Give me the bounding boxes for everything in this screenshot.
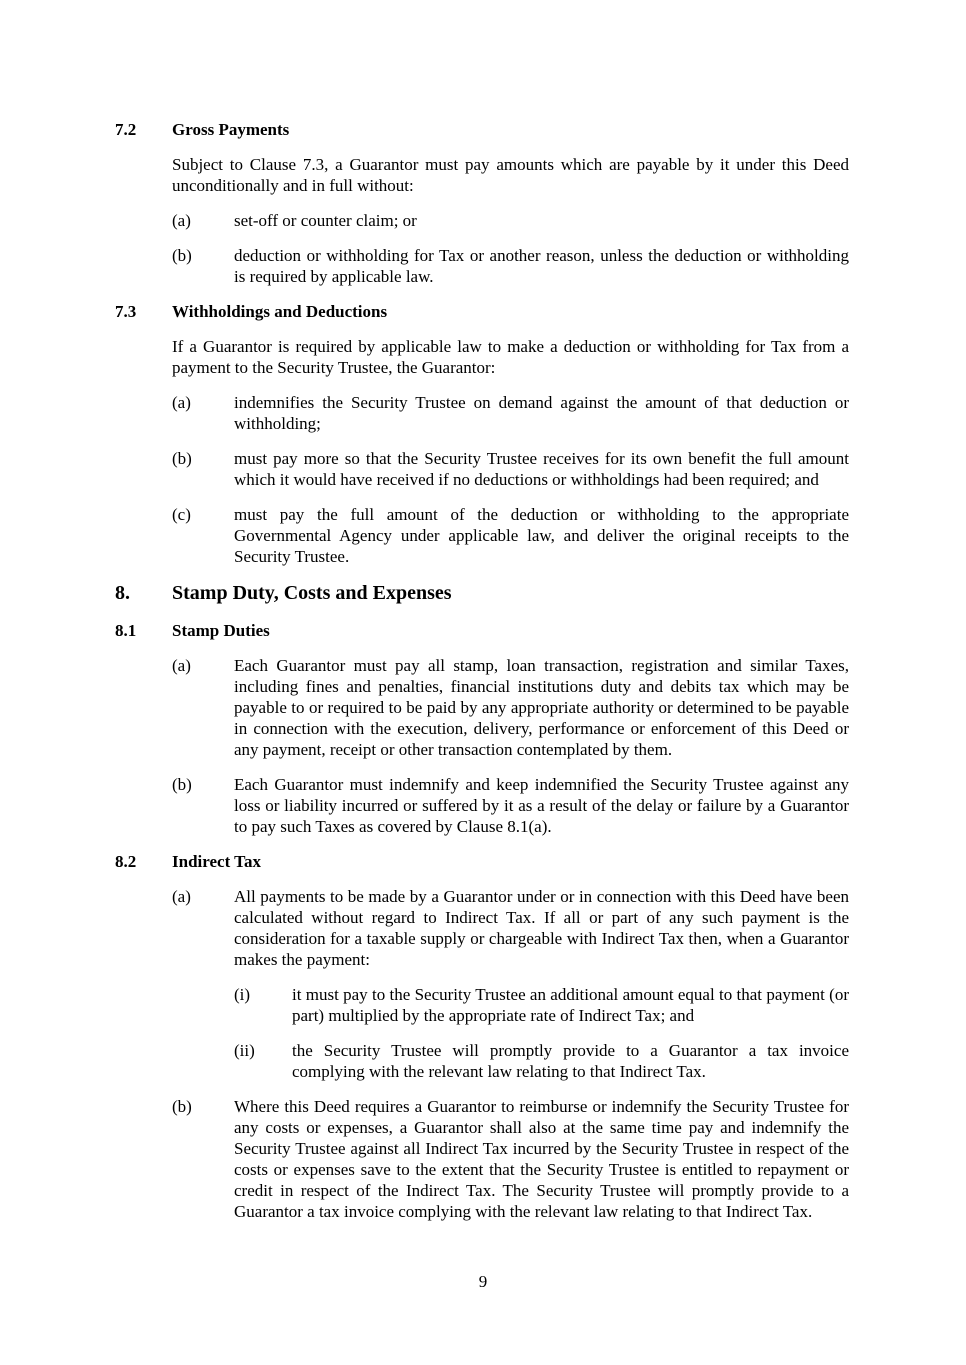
item-text: indemnifies the Security Trustee on demand against the amount of that deduction or withholding;: [234, 393, 849, 433]
item-text: must pay more so that the Security Trustee receives for its own benefit the full amount which it would have received if no deductions or withholdings had been required; and: [234, 449, 849, 489]
clause-title: Indirect Tax: [172, 852, 261, 871]
clause-8-1-heading: [115, 620, 849, 641]
clause-8-2-item-b: [172, 1096, 849, 1222]
subitem-text: it must pay to the Security Trustee an additional amount equal to that payment (or part) multiplied by the appropriate rate of Indirect Tax; and: [292, 985, 849, 1025]
clause-title: Withholdings and Deductions: [172, 302, 388, 321]
clause-7-3-item-a: [172, 392, 849, 434]
item-marker: (a): [172, 656, 191, 675]
page-content: [115, 119, 849, 1236]
clause-8-2-heading: [115, 851, 849, 872]
item-text: Each Guarantor must indemnify and keep indemnified the Security Trustee against any loss or liability incurred or suffered by it as a result of the delay or failure by a Guarantor to pay such Taxes as covered by Clause 8.1(a).: [234, 775, 849, 836]
clause-8-2-item-a-sub-i: [234, 984, 849, 1026]
section-number: 8.: [115, 582, 130, 604]
subitem-marker: (i): [234, 985, 251, 1004]
clause-number: 8.1: [115, 621, 137, 640]
clause-8-2-item-a: [172, 886, 849, 970]
item-marker: (b): [172, 449, 192, 468]
subitem-marker: (ii): [234, 1041, 255, 1060]
clause-number: 7.2: [115, 120, 137, 139]
clause-8-1-item-b: [172, 774, 849, 837]
clause-8-2-item-a-sub-ii: [234, 1040, 849, 1082]
item-text: must pay the full amount of the deduction or withholding to the appropriate Governmental Agency under applicable law, and deliver the original receipts to the Security Trustee.: [234, 505, 849, 566]
clause-title: Stamp Duties: [172, 621, 270, 640]
item-text: All payments to be made by a Guarantor under or in connection with this Deed have been calculated without regard to Indirect Tax. If all or part of any such payment is the consideration for a taxable supply or chargeable with Indirect Tax then, when a Guarantor makes the payment:: [234, 887, 849, 969]
clause-7-3-item-b: [172, 448, 849, 490]
clause-number: 7.3: [115, 302, 137, 321]
item-marker: (c): [172, 505, 191, 524]
item-marker: (b): [172, 1097, 192, 1116]
item-text: Each Guarantor must pay all stamp, loan transaction, registration and similar Taxes, including fines and penalties, financial institutions duty and debits tax which may be payable to or required to be paid by any appropriate authority or determined to be payable in connection with the execution, delivery, performance or enforcement of this Deed or any payment, receipt or other transaction contemplated by them.: [234, 656, 849, 759]
item-text: Where this Deed requires a Guarantor to reimburse or indemnify the Security Trustee for any costs or expenses, a Guarantor shall also at the same time pay and indemnify the Security Trustee against all Indirect Tax incurred by the Security Trustee in respect of the costs or expenses save to the extent that the Security Trustee is entitled to repayment or credit in respect of the Indirect Tax. The Security Trustee will promptly provide to a Guarantor a tax invoice complying with the relevant law relating to that Indirect Tax.: [234, 1097, 849, 1221]
item-marker: (b): [172, 246, 192, 265]
clause-7-2-heading: [115, 119, 849, 140]
subitem-text: the Security Trustee will promptly provide to a Guarantor a tax invoice complying with the relevant law relating to that Indirect Tax.: [292, 1041, 849, 1081]
item-marker: (a): [172, 211, 191, 230]
clause-7-2-item-b: [172, 245, 849, 287]
item-marker: (a): [172, 393, 191, 412]
item-text: deduction or withholding for Tax or another reason, unless the deduction or withholding is required by applicable law.: [234, 246, 849, 286]
clause-7-2-item-a: [172, 210, 849, 231]
item-text: set-off or counter claim; or: [234, 211, 417, 230]
item-marker: (b): [172, 775, 192, 794]
section-8-heading: [115, 581, 849, 606]
clause-8-1-item-a: [172, 655, 849, 760]
item-marker: (a): [172, 887, 191, 906]
clause-7-3-item-c: [172, 504, 849, 567]
clause-7-2-intro-paragraph: Subject to Clause 7.3, a Guarantor must pay amounts which are payable by it under this Deed unconditionally and in full without:: [172, 155, 849, 195]
clause-title: Gross Payments: [172, 120, 290, 139]
clause-number: 8.2: [115, 852, 137, 871]
clause-7-3-heading: [115, 301, 849, 322]
page-number: 9: [478, 1272, 488, 1291]
clause-7-3-intro-paragraph: If a Guarantor is required by applicable law to make a deduction or withholding for Tax from a payment to the Security Trustee, the Guarantor:: [172, 337, 849, 377]
section-title: Stamp Duty, Costs and Expenses: [172, 582, 452, 604]
